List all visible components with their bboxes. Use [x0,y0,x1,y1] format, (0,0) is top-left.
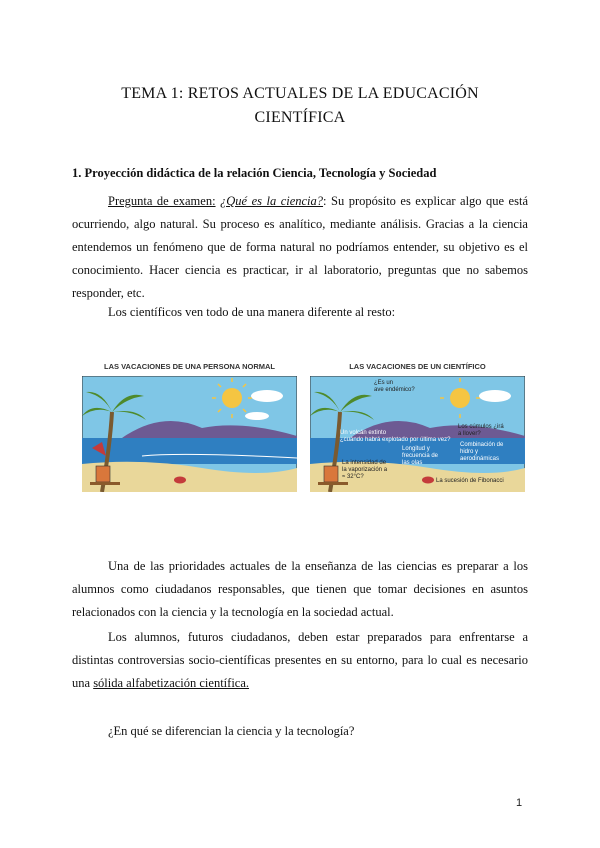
title-line-1: TEMA 1: RETOS ACTUALES DE LA EDUCACIÓN [121,85,479,102]
scientific-literacy: sólida alfabetización científica. [93,676,250,690]
scientist-vacation-title: LAS VACACIONES DE UN CIENTÍFICO [349,362,486,371]
paragraph-definition [72,190,528,305]
paragraph-scientists: Los científicos ven todo de una manera diferente al resto: [108,305,396,319]
comparison-illustration [82,360,522,492]
crab-icon [422,477,434,484]
sun-icon [450,388,470,408]
sun-icon [222,388,242,408]
title-line-2: CIENTÍFICA [254,109,346,126]
annotation-fibonacci: La sucesión de Fibonacci [436,478,504,484]
beach-scene-normal [82,376,297,492]
normal-vacation-panel [82,360,297,492]
cloud-icon [479,390,511,402]
annotation-bird: ¿Es un ave endémico? [374,380,415,393]
annotation-clouds: Los cúmulos ¿irá a llover? [458,424,504,437]
paragraph-priorities: Una de las prioridades actuales de la enseñanza de las ciencias es preparar a los alumnos como ciudadanos responsables, que tienen que tomar decisiones en asuntos relacionados con la ciencia y la tecnología en la sociedad actual. [72,559,528,619]
cloud-icon [251,390,283,402]
definition-text: : Su propósito es explicar algo que está ocurriendo, algo natural. Su proceso es analítico, mediante análisis. Gracias a la ciencia entendemos un fenómeno que de forma natural no podríamos entender, su objetivo es el conocimiento. Hacer ciencia es practicar, ir al laboratorio, preguntas que no sabemos responder, etc. [72,194,528,300]
beach-scene-scientist [310,376,525,492]
normal-vacation-title: LAS VACACIONES DE UNA PERSONA NORMAL [104,362,275,371]
section-heading: 1. Proyección didáctica de la relación Ciencia, Tecnología y Sociedad [72,166,437,180]
annotation-vaporization: La intensidad de la vaporización a ≈ 32°C? [342,460,388,480]
drink-glass [96,466,110,482]
annotation-combination: Combinación de hidro y aerodinámicas [460,442,504,462]
students-text: Los alumnos, futuros ciudadanos, deben estar preparados para enfrentarse a distintas controversias socio-científicas presentes en su entorno, para lo cual es necesario una [72,630,528,690]
annotation-volcano: Un volcán extinto ¿cuándo habrá explotado por última vez? [340,430,451,443]
page-title [60,82,540,130]
paragraph-students [72,626,528,695]
annotation-longitude: Longitud y frecuencia de las olas [402,446,439,466]
scientist-vacation-panel [310,360,525,492]
exam-question: ¿Qué es la ciencia? [220,194,324,208]
paragraph-question: ¿En qué se diferencian la ciencia y la tecnología? [108,724,355,738]
table [90,482,120,485]
exam-question-label: Pregunta de examen: [108,194,216,208]
crab-icon [174,477,186,484]
sea [82,438,297,464]
page-number: 1 [516,797,523,809]
